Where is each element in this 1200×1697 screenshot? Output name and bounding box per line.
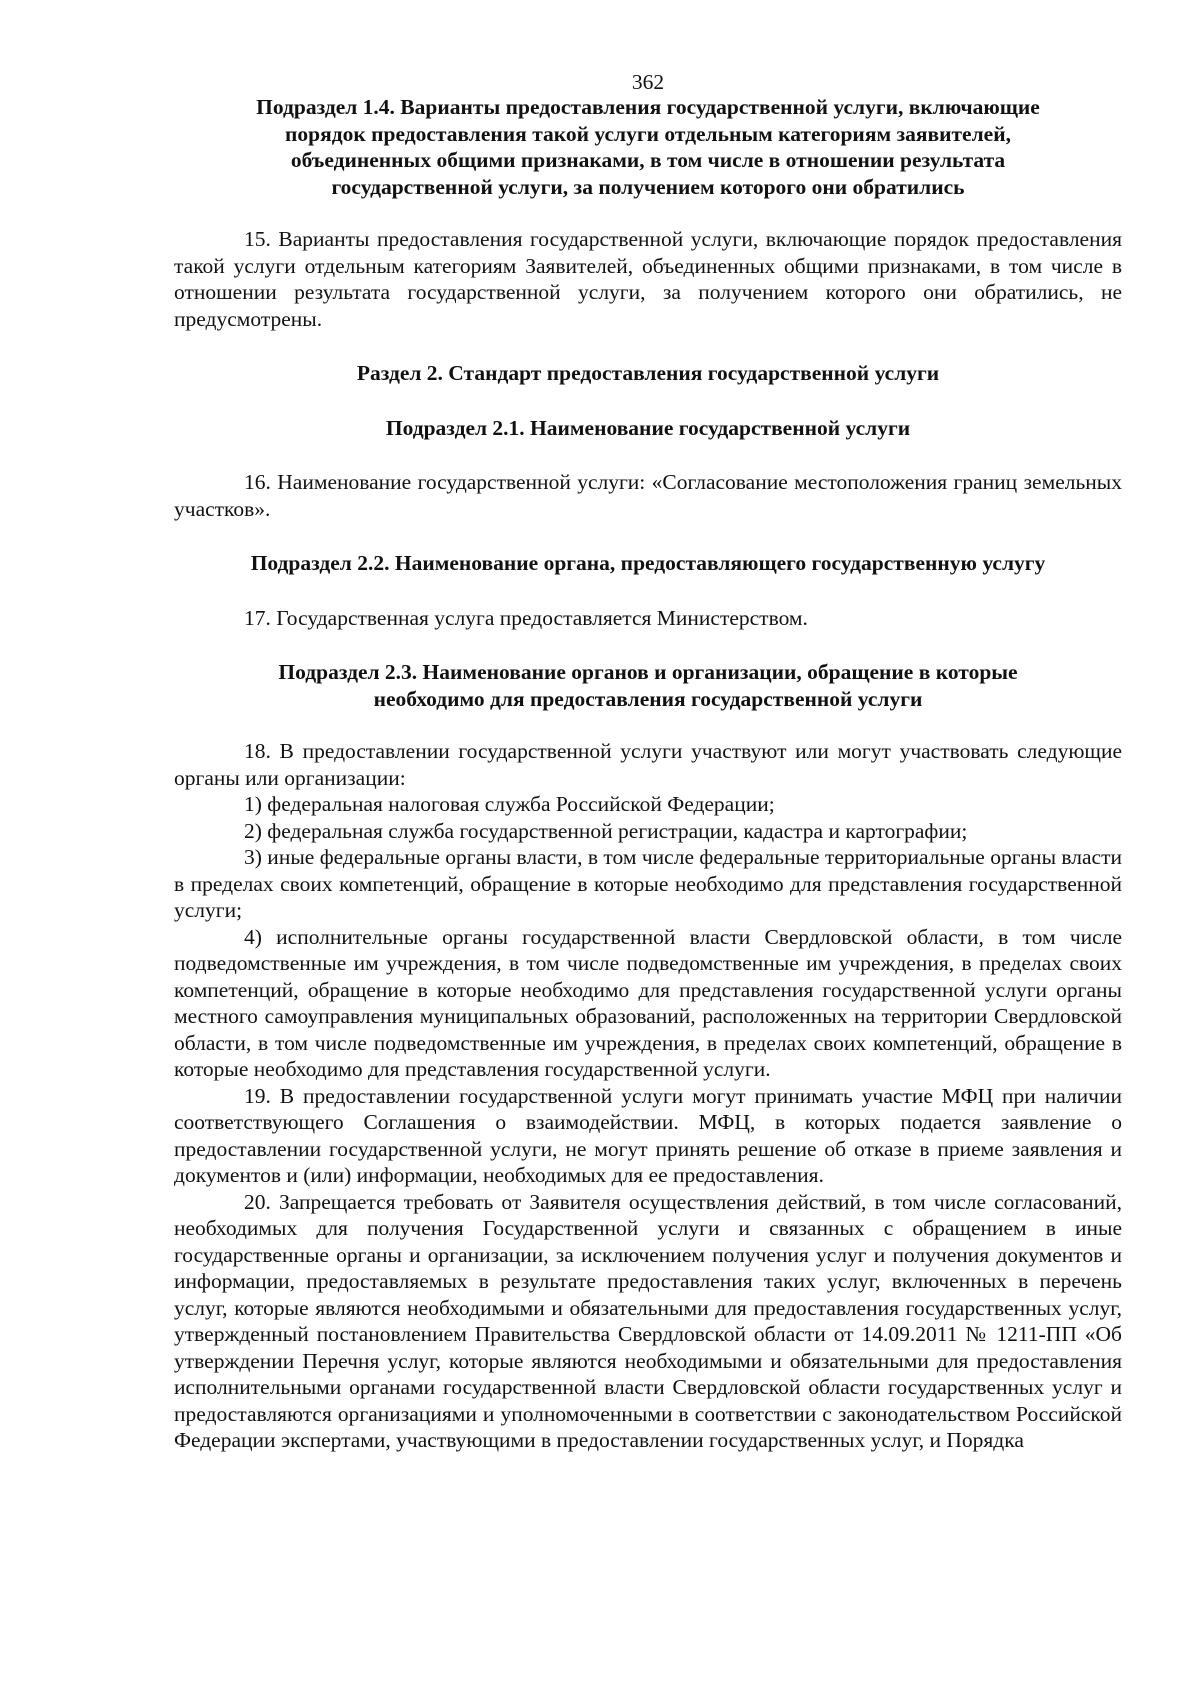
paragraph-15: 15. Варианты предоставления государственной услуги, включающие порядок предоставления такой услуги отдельным категориям Заявителей, объединенных общими признаками, в том числе в отношении результата государственной услуги, за получением которого они обратились, не предусмотрены. — [174, 227, 1122, 331]
heading-line: Подраздел 2.3. Наименование органов и организации, обращение в которые — [278, 660, 1018, 684]
paragraph-16: 16. Наименование государственной услуги: «Согласование местоположения границ земельных участков». — [174, 470, 1122, 521]
subsection-2-2-heading: Подраздел 2.2. Наименование органа, предоставляющего государственную услугу — [250, 551, 1046, 575]
heading-line: необходимо для предоставления государственной услуги — [373, 686, 923, 711]
heading-line: Подраздел 1.4. Варианты предоставления государственной услуги, включающие — [256, 95, 1040, 119]
paragraph-18-item-2: 2) федеральная служба государственной регистрации, кадастра и картографии; — [244, 818, 968, 843]
paragraph-18-item-1: 1) федеральная налоговая служба Российской Федерации; — [244, 792, 775, 816]
paragraph-18-item-3: 3) иные федеральные органы власти, в том числе федеральные территориальные органы власти в пределах своих компетенций, обращение в которые необходимо для представления государственной услуги; — [174, 845, 1122, 922]
subsection-1-4-heading — [174, 94, 1122, 200]
section-2-heading: Раздел 2. Стандарт предоставления государственной услуги — [356, 361, 940, 385]
paragraph-17: 17. Государственная услуга предоставляется Министерством. — [244, 605, 808, 630]
paragraph-20: 20. Запрещается требовать от Заявителя осуществления действий, в том числе согласований, необходимых для получения Государственной услуги и связанных с обращением в иные государственные органы и организации, за исключением получения услуг и получения документов и информации, предоставляемых в результате предоставления таких услуг, включенных в перечень услуг, которые являются необходимыми и обязательными для предоставления государственных услуг, утвержденный постановлением Правительства Свердловской области от 14.09.2011 № 1211-ПП «Об утверждении Перечня услуг, которые являются необходимыми и обязательными для предоставления исполнительными органами государственной власти Свердловской области государственных услуг и предоставляются организациями и уполномоченными в соответствии с законодательством Российской Федерации экспертами, участвующими в предоставлении государственных услуг, и Порядка — [174, 1189, 1122, 1452]
paragraph-18-item-4: 4) исполнительные органы государственной власти Свердловской области, в том числе подведомственные им учреждения, в том числе подведомственные им учреждения, в пределах своих компетенций, обращение в которые необходимо для представления государственной услуги органы местного самоуправления муниципальных образований, расположенных на территории Свердловской области, в том числе подведомственные им учреждения, в пределах своих компетенций, обращение в которые необходимо для представления государственной услуги. — [174, 924, 1122, 1081]
page-number: 362 — [631, 70, 665, 94]
paragraph-19: 19. В предоставлении государственной услуги могут принимать участие МФЦ при наличии соответствующего Соглашения о взаимодействии. МФЦ, в которых подается заявление о предоставлении государственной услуги, не могут принять решение об отказе в приеме заявления и документов и (или) информации, необходимых для ее предоставления. — [174, 1083, 1122, 1187]
paragraph-18: 18. В предоставлении государственной услуги участвуют или могут участвовать следующие органы или организации: — [174, 739, 1122, 790]
subsection-2-3-heading — [174, 659, 1122, 712]
subsection-2-1-heading: Подраздел 2.1. Наименование государственной услуги — [385, 415, 911, 440]
heading-line: объединенных общими признаками, в том числе в отношении результата — [290, 148, 1006, 172]
document-page — [174, 70, 1122, 1454]
heading-line: порядок предоставления такой услуги отдельным категориям заявителей, — [285, 121, 1011, 146]
heading-line: государственной услуги, за получением которого они обратились — [331, 174, 965, 199]
